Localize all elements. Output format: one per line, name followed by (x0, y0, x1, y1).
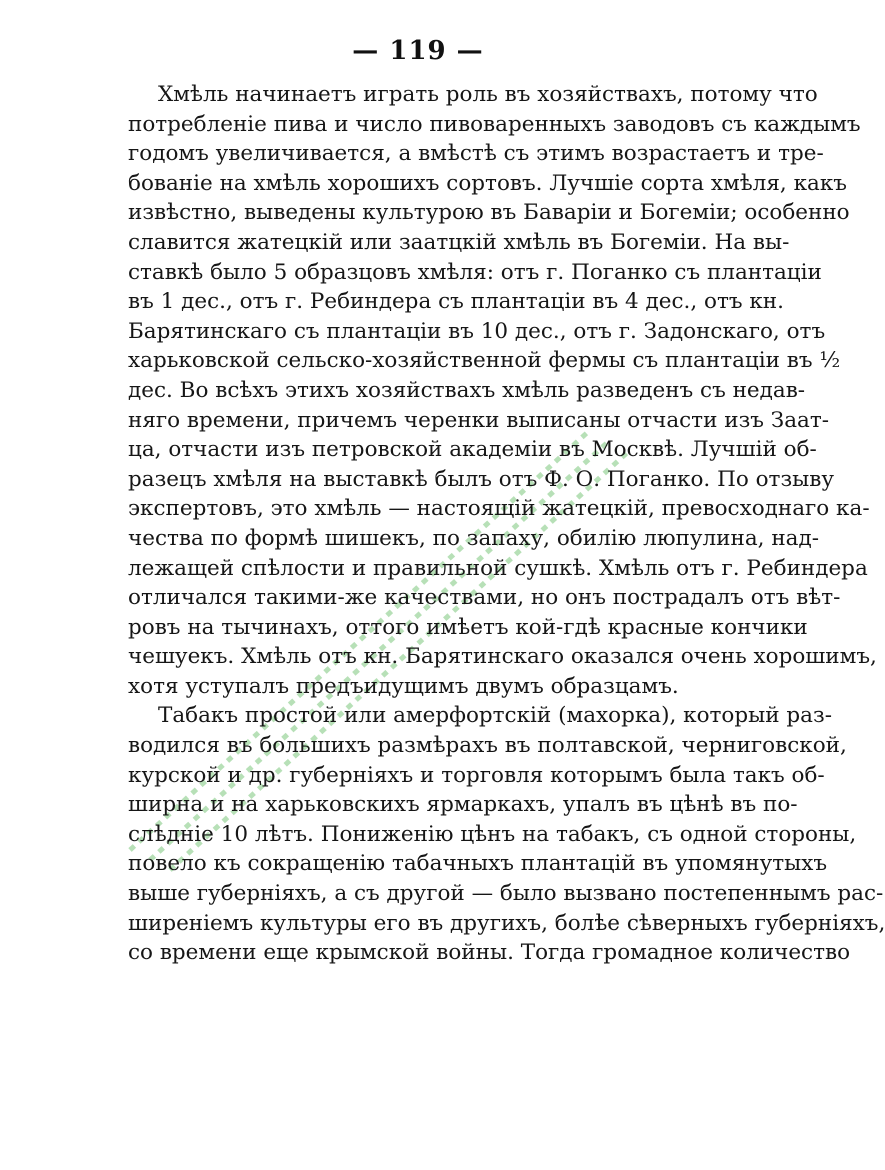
text-line: Табакъ простой или амерфортскій (махорка), который раз- (158, 703, 832, 729)
text-line: повело къ сокращенію табачныхъ плантацій въ упомянутыхъ (128, 851, 828, 877)
text-line: ширна и на харьковскихъ ярмаркахъ, упалъ въ цѣнѣ въ по- (128, 792, 798, 818)
text-line: хотя уступалъ предъидущимъ двумъ образцамъ. (128, 673, 679, 699)
text-line: разецъ хмѣля на выставкѣ былъ отъ Ф. О. Поганко. По отзыву (128, 466, 835, 492)
text-line: отличался такими-же качествами, но онъ пострадалъ отъ вѣт- (128, 585, 841, 611)
text-line: лежащей спѣлости и правильной сушкѣ. Хмѣль отъ г. Ребиндера (128, 555, 868, 581)
text-line: ширеніемъ культуры его въ другихъ, болѣе сѣверныхъ губерніяхъ, (128, 910, 885, 936)
text-line: славится жатецкій или заатцкій хмѣль въ Богеміи. На вы- (128, 229, 790, 255)
text-line: няго времени, причемъ черенки выписаны отчасти изъ Заат- (128, 407, 829, 433)
text-line: выше губерніяхъ, а съ другой — было вызвано постепеннымъ рас- (128, 881, 884, 907)
text-line: курской и др. губерніяхъ и торговля которымъ была такъ об- (128, 762, 825, 788)
text-line: со времени еще крымской войны. Тогда громадное количество (128, 940, 851, 966)
text-line: ровъ на тычинахъ, оттого имѣетъ кой-гдѣ красные кончики (128, 614, 808, 640)
text-line: дес. Во всѣхъ этихъ хозяйствахъ хмѣль разведенъ съ недав- (128, 377, 806, 403)
text-line: годомъ увеличивается, а вмѣстѣ съ этимъ возрастаетъ и тре- (128, 141, 824, 167)
text-line: харьковской сельско-хозяйственной фермы съ плантаціи въ ½ (128, 348, 841, 374)
text-line: экспертовъ, это хмѣль — настоящій жатецкій, превосходнаго ка- (128, 496, 870, 522)
text-line: чешуекъ. Хмѣль отъ кн. Барятинскаго оказался очень хорошимъ, (128, 644, 877, 670)
text-line: Хмѣль начинаетъ играть роль въ хозяйствахъ, потому что (158, 82, 818, 107)
text-line: Барятинскаго съ плантаціи въ 10 дес., отъ г. Задонскаго, отъ (128, 318, 826, 344)
text-line: слѣдніе 10 лѣтъ. Пониженію цѣнъ на табакъ, съ одной стороны, (128, 821, 857, 847)
text-line: ца, отчасти изъ петровской академіи въ Москвѣ. Лучшій об- (128, 437, 817, 463)
text-line: водился въ большихъ размѣрахъ въ полтавской, черниговской, (128, 733, 847, 759)
body-text (128, 80, 885, 968)
text-line: бованіе на хмѣль хорошихъ сортовъ. Лучшіе сорта хмѣля, какъ (128, 170, 847, 196)
text-line: чества по формѣ шишекъ, по запаху, обилію люпулина, над- (128, 525, 819, 551)
text-line: извѣстно, выведены культурою въ Баваріи и Богеміи; особенно (128, 200, 850, 226)
text-line: ставкѣ было 5 образцовъ хмѣля: отъ г. Поганко съ плантаціи (128, 259, 822, 285)
page-number-header: — 119 — (352, 36, 484, 66)
text-line: потребленіе пива и число пивоваренныхъ заводовъ съ каждымъ (128, 111, 861, 137)
text-line: въ 1 дес., отъ г. Ребиндера съ плантаціи въ 4 дес., отъ кн. (128, 289, 784, 315)
